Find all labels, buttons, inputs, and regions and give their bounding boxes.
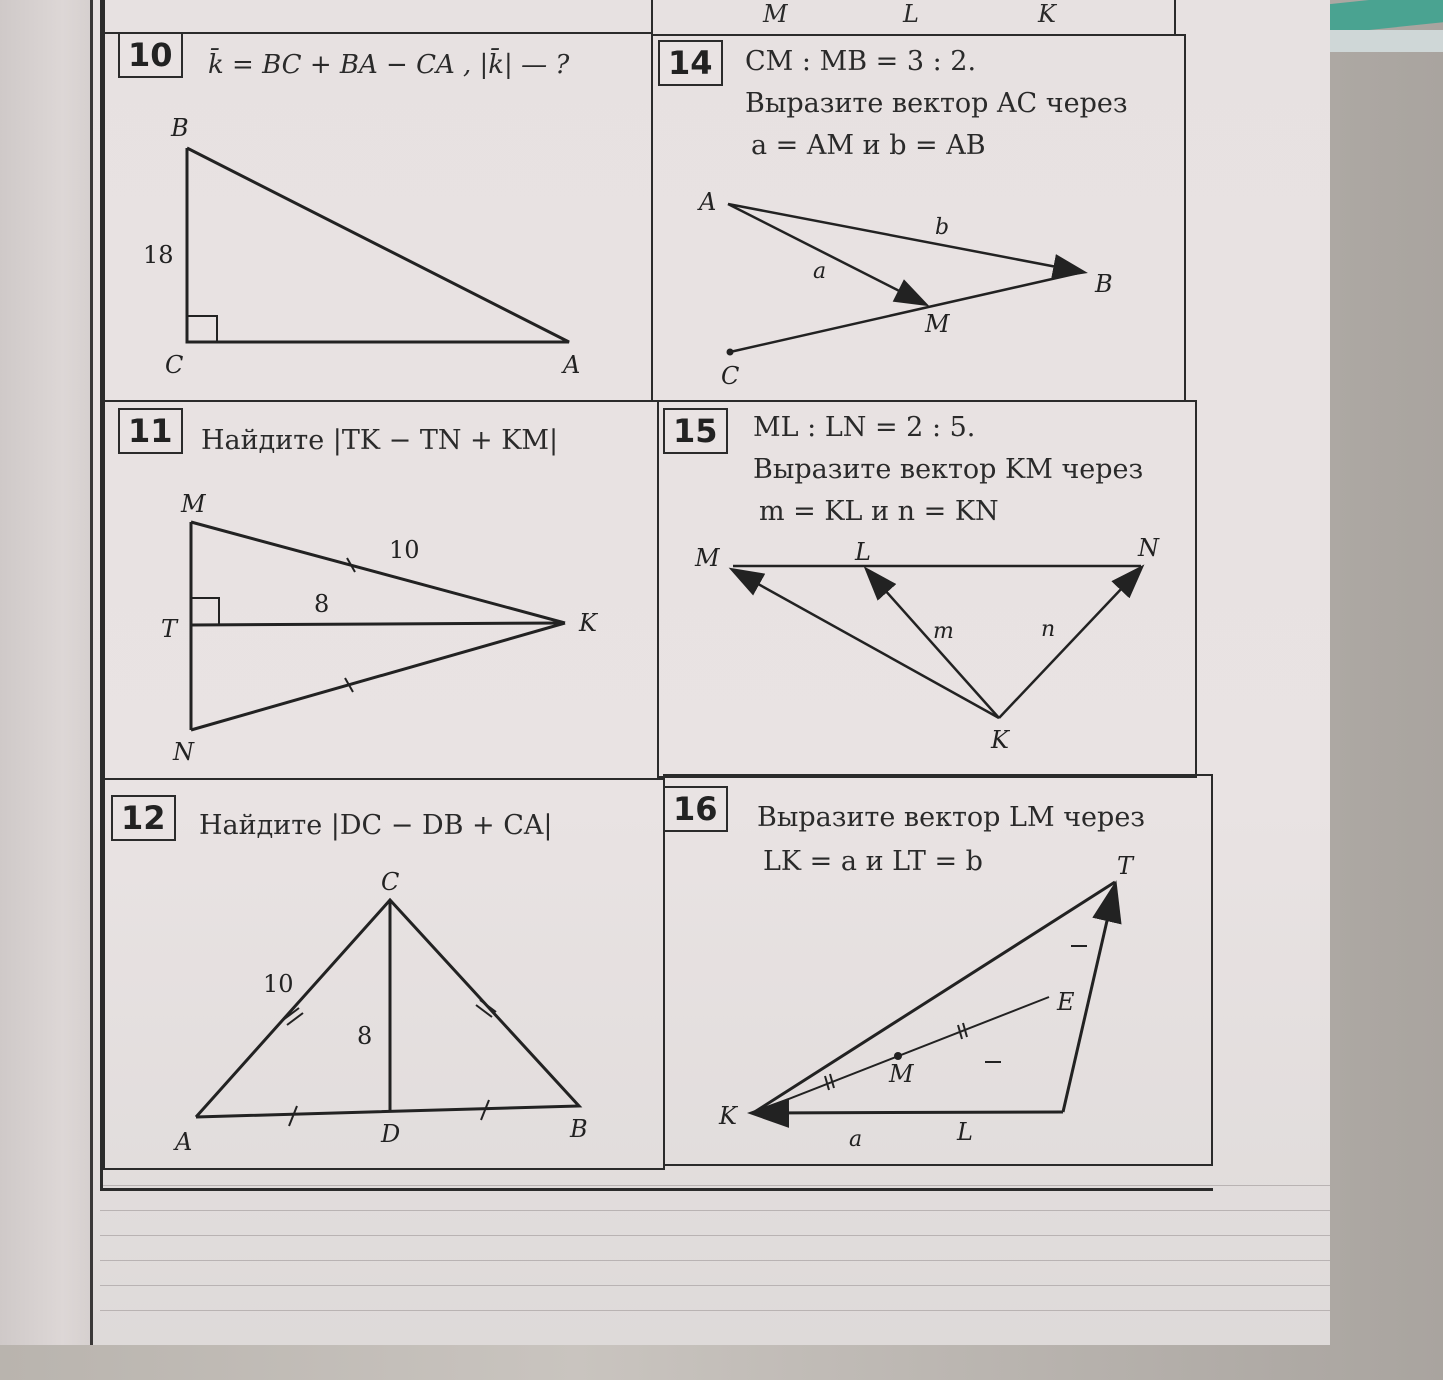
problem-11-number: 11 [118,408,183,454]
vertex-l-label: L [855,538,871,566]
page-edge-lines [100,1185,1330,1335]
height-cd-length: 8 [357,1022,373,1050]
problem-14-line-1: CM : MB = 3 : 2. [745,46,977,77]
problem-16-number: 16 [663,786,728,832]
problem-14-number: 14 [658,40,723,86]
vertex-m-label: M [889,1060,914,1088]
problem-11-statement: Найдите |TK − TN + KM| [201,425,559,456]
vertex-a-label: A [699,188,717,216]
vertex-t-label: T [1117,852,1134,880]
side-mk-length: 10 [389,536,420,564]
problem-14-line-2: Выразите вектор AC через [745,88,1128,119]
vertex-l-label: L [957,1118,973,1146]
problem-15-line-2: Выразите вектор KM через [753,454,1144,485]
top-strip-label-l: L [903,0,919,28]
vertex-t-label: T [161,615,178,643]
vertex-k-label: K [579,609,597,637]
vertex-b-label: B [1095,270,1113,298]
page-gutter [0,0,93,1345]
problem-14-line-3: a = AM и b = AB [751,130,986,161]
vertex-b-label: B [570,1115,588,1143]
problem-16-line-1: Выразите вектор LM через [757,802,1146,833]
problem-12-number: 12 [111,795,176,841]
problem-15-line-3: m = KL и n = KN [759,496,999,527]
problem-grid [100,0,1213,1191]
vertex-n-label: N [173,738,194,766]
vertex-k-label: K [719,1102,737,1130]
vertex-d-label: D [381,1120,401,1148]
vertex-c-label: C [721,362,740,390]
problem-12-statement: Найдите |DC − DB + CA| [199,810,553,841]
vertex-e-label: E [1057,988,1075,1016]
vertex-a-label: A [563,351,581,379]
side-ac-length: 10 [263,970,294,998]
vector-a-label: a [813,259,827,284]
vertex-m-label: M [695,544,720,572]
side-tk-length: 8 [314,590,330,618]
vertex-a-label: A [175,1128,193,1156]
problem-10-statement: k̄ = BC + BA − CA , |k̄| — ? [208,50,570,80]
vertex-n-label: N [1138,534,1159,562]
vector-m-label: m [933,619,954,644]
problem-10-number: 10 [118,32,183,78]
vertex-k-label: K [991,726,1009,754]
vector-n-label: n [1041,617,1056,642]
vertex-c-label: C [165,351,184,379]
vertex-b-label: B [171,114,189,142]
problem-16-figure [103,0,1213,1170]
vector-a-label: a [849,1127,863,1152]
vector-b-label: b [935,215,950,240]
problem-15-number: 15 [663,408,728,454]
problem-15-line-1: ML : LN = 2 : 5. [753,412,976,443]
top-strip-label-m: M [763,0,788,28]
vertex-m-label: M [181,490,206,518]
vertex-c-label: C [381,868,400,896]
side-bc-length: 18 [143,241,174,269]
vertex-m-label: M [925,310,950,338]
top-strip-label-k: K [1038,0,1056,28]
problem-16-line-2: LK = a и LT = b [763,846,983,877]
